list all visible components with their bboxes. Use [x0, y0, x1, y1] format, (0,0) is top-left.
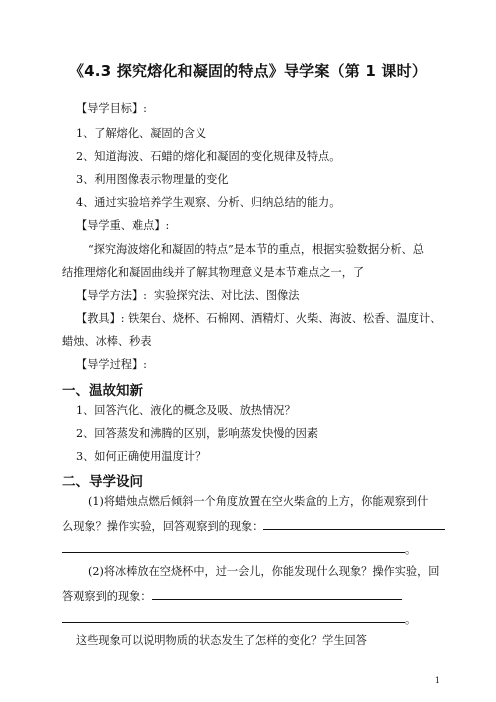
tools-line-1: 【教具】: 铁架台、烧杯、石棉网、酒精灯、火柴、海波、松香、温度计、 — [76, 312, 442, 325]
section-2-heading: 二、导学设问 — [62, 474, 143, 490]
question-1-line-1: (1)将蜡烛点燃后倾斜一个角度放置在空火柴盒的上方，你能观察到什 — [88, 495, 429, 508]
review-item-1: 1、回答汽化、液化的概念及吸、放热情况？ — [76, 404, 296, 417]
question-1-line-2 — [62, 518, 445, 534]
answer-blank-1a[interactable] — [263, 518, 445, 530]
review-item-2: 2、回答蒸发和沸腾的区别，影响蒸发快慢的因素 — [76, 427, 319, 440]
answer-line-2b — [62, 611, 416, 627]
focus-text-line-1: “探究海波熔化和凝固的特点”是本节的重点，根据实验数据分析、总 — [88, 243, 424, 256]
question-2-prompt: 答观察到的现象： — [62, 590, 152, 603]
answer-blank-2a[interactable] — [152, 588, 402, 600]
question-1-prompt: 么现象？操作实验，回答观察到的现象： — [62, 520, 264, 533]
goals-heading: 【导学目标】: — [76, 102, 147, 115]
goal-item-4: 4、通过实验培养学生观察、分析、归纳总结的能力。 — [76, 196, 341, 209]
answer-blank-1b[interactable] — [62, 541, 405, 553]
section-1-heading: 一、温故知新 — [62, 383, 143, 399]
page-number: 1 — [434, 676, 440, 685]
goal-item-2: 2、知道海波、石蜡的熔化和凝固的变化规律及特点。 — [76, 150, 341, 163]
question-2-line-2 — [62, 588, 402, 604]
goal-item-1: 1、了解熔化、凝固的含义 — [76, 127, 207, 140]
review-item-3: 3、如何正确使用温度计？ — [76, 450, 207, 463]
goal-item-3: 3、利用图像表示物理量的变化 — [76, 173, 229, 186]
focus-heading: 【导学重、难点】: — [76, 219, 170, 232]
answer-blank-2b[interactable] — [62, 611, 405, 623]
answer-line-1b — [62, 541, 416, 557]
period-1: 。 — [405, 543, 417, 556]
process-heading: 【导学过程】: — [76, 358, 147, 371]
focus-text-line-2: 结推理熔化和凝固曲线并了解其物理意义是本节难点之一，了 — [62, 266, 365, 279]
tools-line-2: 蜡烛、冰棒、秒表 — [62, 335, 152, 348]
question-2-line-1: (2)将冰棒放在空烧杯中，过一会儿，你能发现什么现象？操作实验，回 — [88, 565, 440, 578]
closing-question: 这些现象可以说明物质的状态发生了怎样的变化？学生回答 — [76, 634, 367, 647]
method-line — [76, 289, 299, 303]
method-heading: 【导学方法】: — [76, 289, 147, 302]
method-text: 实验探究法、对比法、图像法 — [154, 289, 300, 302]
page-title: 《4.3 探究熔化和凝固的特点》导学案（第 1 课时） — [68, 62, 428, 80]
period-2: 。 — [405, 613, 417, 626]
